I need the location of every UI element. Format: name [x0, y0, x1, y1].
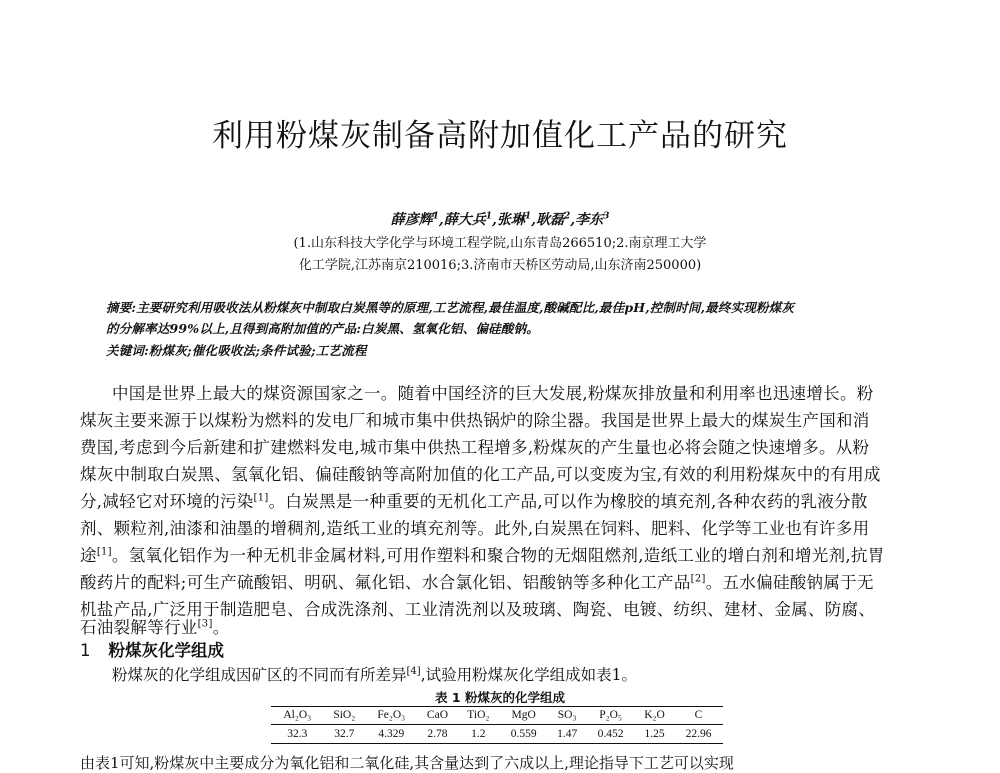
body-text: 粉煤灰的化学组成因矿区的不同而有所差异 — [112, 666, 407, 684]
table-cell: 0.559 — [499, 725, 548, 744]
body-paragraph-line — [80, 569, 920, 593]
body-paragraph-line: 费国,考虑到今后新建和扩建燃料发电,城市集中供热工程增多,粉煤灰的产生量也必将会随之快速增多。从粉 — [80, 438, 870, 457]
table-caption: 表 1 粉煤灰的化学组成 — [435, 690, 565, 705]
affiliation-line: (1.山东科技大学化学与环境工程学院,山东青岛266510;2.南京理工大学 — [293, 236, 707, 251]
body-paragraph-line: 机盐产品,广泛用于制造肥皂、合成洗涤剂、工业清洗剂以及玻璃、陶瓷、电镀、纺织、建材、金属、防腐、 — [80, 600, 876, 619]
body-paragraph-line: 煤灰主要来源于以煤粉为燃料的发电厂和城市集中供热锅炉的除尘器。我国是世界上最大的煤炭生产国和消 — [80, 411, 870, 430]
citation-ref[interactable]: [2] — [690, 573, 706, 585]
body-text: 途 — [80, 546, 97, 565]
table-cell: 2.78 — [418, 725, 458, 744]
body-text: 。 — [212, 618, 230, 637]
author-name: 薛彦辉 — [390, 212, 433, 228]
table-header-cell: TiO₂ — [457, 707, 499, 725]
body-paragraph-line: 煤灰中制取白炭黑、氢氧化铝、偏硅酸钠等高附加值的化工产品,可以变废为宝,有效的利用粉煤灰中的有用成 — [80, 465, 881, 484]
table-header-cell: P₂O₅ — [586, 707, 635, 725]
author-name: 李东 — [575, 212, 604, 228]
table-row — [271, 725, 723, 744]
cutoff-text-line: 由表1可知,粉煤灰中主要成分为氧化铝和二氧化硅,其含量达到了六成以上,理论指导下工艺可以实现 — [80, 754, 734, 772]
table-cell: 32.3 — [271, 725, 324, 744]
citation-ref[interactable]: [1] — [96, 546, 112, 558]
keywords: 关键词:粉煤灰;催化吸收法;条件试验;工艺流程 — [106, 343, 367, 358]
chemical-composition-table — [271, 706, 723, 744]
table-header-row — [271, 707, 723, 725]
author-list: 薛彦辉$^1$,薛大兵$^1$,张琳$^1$,耿磊$^2$,李东$^3$ — [390, 211, 610, 228]
body-paragraph-line: 中国是世界上最大的煤资源国家之一。随着中国经济的巨大发展,粉煤灰排放量和利用率也迅速增长。粉 — [112, 384, 874, 403]
citation-ref[interactable]: [1] — [253, 492, 269, 504]
table-cell: 22.96 — [674, 725, 723, 744]
abstract-text: 摘要:主要研究利用吸收法从粉煤灰中制取白炭黑等的原理,工艺流程,最佳温度,酸碱配比,最佳pH,控制时间,最终实现粉煤灰 — [106, 300, 795, 315]
table-header-cell: MgO — [499, 707, 548, 725]
paper-title: 利用粉煤灰制备高附加值化工产品的研究 — [212, 118, 788, 154]
abstract-text: 的分解率达99%以上,且得到高附加值的产品:白炭黑、氢氧化铝、偏硅酸钠。 — [106, 321, 539, 336]
body-paragraph-line — [80, 488, 920, 512]
body-text: 。氢氧化铝作为一种无机非金属材料,可用作塑料和聚合物的无烟阻燃剂,造纸工业的增白剂和增光剂,抗胃 — [111, 546, 885, 565]
table-cell: 1.2 — [457, 725, 499, 744]
section-number: 1 — [80, 641, 91, 660]
body-text: 。白炭黑是一种重要的无机化工产品,可以作为橡胶的填充剂,各种农药的乳液分散 — [268, 492, 868, 511]
affiliation-line: 化工学院,江苏南京210016;3.济南市天桥区劳动局,山东济南250000) — [298, 258, 702, 273]
author-affiliation-mark: 1 — [485, 211, 492, 222]
section-paragraph — [112, 663, 637, 685]
table-cell: 32.7 — [324, 725, 365, 744]
body-paragraph-line: 剂、颗粒剂,油漆和油墨的增稠剂,造纸工业的填充剂等。此外,白炭黑在饲料、肥料、化学等工业也有许多用 — [80, 519, 870, 538]
body-paragraph-line — [80, 614, 920, 638]
author-affiliation-mark: 1 — [432, 211, 439, 222]
table-cell: 4.329 — [365, 725, 418, 744]
table-header-cell: CaO — [418, 707, 458, 725]
author-name: 耿磊 — [536, 212, 564, 228]
table-cell: 1.47 — [548, 725, 586, 744]
table-cell: 1.25 — [635, 725, 674, 744]
author-name: 张琳 — [496, 212, 525, 228]
citation-ref[interactable]: [4] — [406, 665, 421, 677]
author-name: 薛大兵 — [443, 212, 486, 228]
body-text: 分,减轻它对环境的污染 — [80, 492, 254, 511]
table-header-cell: SO₃ — [548, 707, 586, 725]
section-title: 粉煤灰化学组成 — [108, 641, 224, 660]
body-text: 。五水偏硅酸钠属于无 — [705, 573, 874, 592]
body-text: 石油裂解等行业 — [80, 618, 198, 637]
citation-ref[interactable]: [3] — [197, 618, 213, 630]
body-text: 酸药片的配料;可生产硫酸铝、明矾、氟化铝、水合氯化铝、铝酸钠等多种化工产品 — [80, 573, 691, 592]
author-affiliation-mark: 1 — [524, 211, 532, 222]
table-header-cell: SiO₂ — [324, 707, 365, 725]
table-header-cell: Al₂O₃ — [271, 707, 324, 725]
author-affiliation-mark: 2 — [564, 211, 571, 222]
body-paragraph-line — [80, 542, 920, 566]
table-header-cell: Fe₂O₃ — [365, 707, 418, 725]
table-cell: 0.452 — [586, 725, 635, 744]
author-affiliation-mark: 3 — [603, 211, 610, 222]
body-text: ,试验用粉煤灰化学组成如表1。 — [420, 666, 637, 684]
section-heading — [80, 637, 224, 661]
table-header-cell: C — [674, 707, 723, 725]
table-header-cell: K₂O — [635, 707, 674, 725]
